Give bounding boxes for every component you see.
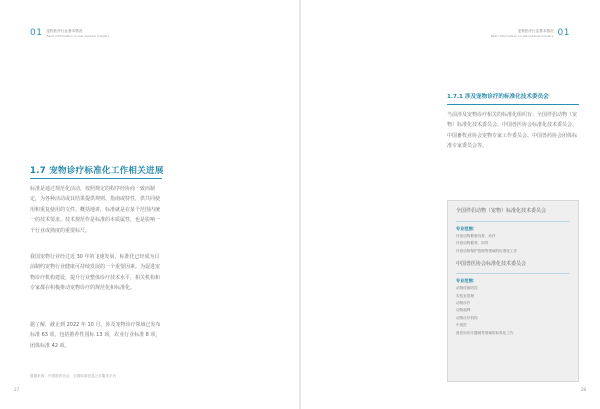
scope-item: 伴侣动物繁养、训导 [456,241,489,246]
running-header-en: Basic Information on pet medical industry [46,33,110,38]
body-paragraph: 当前涉及宠物诊疗相关的标准化组织有：全国伴侣动物（宠物）标准化技术委员会、中国兽医协会标准化技术委员会、中国畜牧业协会宠物专家工作委员会、中国兽药协会团体标准专家委员会等。 [447,112,578,150]
scope-item: 伴侣动物保护管理等领域的标准化工作 [456,248,518,253]
scope-item: 动物诊疗 [456,301,471,306]
committee-info-box [447,200,579,382]
scope-item: 中兽医 [456,323,467,328]
section-title-rule [30,178,162,179]
scope-label: 专业范围： [456,278,477,284]
committee-scope [448,274,578,337]
running-header-left [30,28,109,38]
running-header-en: Basic Information on pet medical industry [490,33,554,38]
body-paragraph: 标准是通过规范化活动，按照规定的程序经协商一致而制定，为各种活动或其结果提供规则、指南或特性，供共同使用和重复使用的文件。概括地讲，标准就是在某个范围内统一的技术要求。技术规范作是标准的本质属性，也是影响一个行业成熟度的重要标尺。 [30,186,161,234]
scope-label: 专业范围： [456,226,477,231]
source-note: 数据来源：中国兽医协会、全国标准信息公共服务平台 [30,374,117,378]
committee-name: 全国伴侣动物（宠物）标准化技术委员会 [456,208,547,214]
scope-item: 动物诊疗机构 [456,315,478,320]
subsection-title: 1.7.1 涉及宠物诊疗的标准化技术委员会 [447,94,549,100]
scope-item: 动物疫病防控 [456,286,478,291]
running-header-cn: 宠物医疗行业基本情况 [46,28,83,33]
running-header-cn: 宠物医疗行业基本情况 [517,28,554,33]
running-header-text [491,29,554,38]
chapter-number: 01 [557,28,570,38]
committee-name: 中国兽医协会标准化技术委员会 [456,261,527,268]
scope-item: 兽医用诊疗器械等领域的标准化工作 [456,330,514,335]
running-header-text [46,29,109,38]
scope-item: 伴侣动物繁殖饲养、诊疗 [456,234,496,238]
scope-item: 实验室管理 [456,293,474,298]
body-paragraph: 据了解，截止到 2022 年 10 月，涉及宠物诊疗领域已发布标准 63 项，包括推荐性国标 13 项，农业行业标准 8 项，团体标准 42 项。 [30,322,161,349]
body-paragraph: 我国宠物行业经过近 30 年的飞速发展，标准化已经成为目前制约宠物行业健康可持续发展的一个重要因素。为促进宠物诊疗机构建设，提升行业整体诊疗技术水平，相关机构和专家都在积极推动宠物诊疗的规范化和标准化。 [30,254,161,292]
running-header-right [491,28,570,38]
committee-scope [448,222,578,255]
chapter-number: 01 [30,28,43,38]
section-title: 1.7 宠物诊疗标准化工作相关进展 [30,166,164,176]
page-number: 27 [14,387,20,392]
subsection-title-rule [447,104,579,105]
page-number: 28 [580,387,586,392]
scope-item: 动物福利 [456,308,471,313]
